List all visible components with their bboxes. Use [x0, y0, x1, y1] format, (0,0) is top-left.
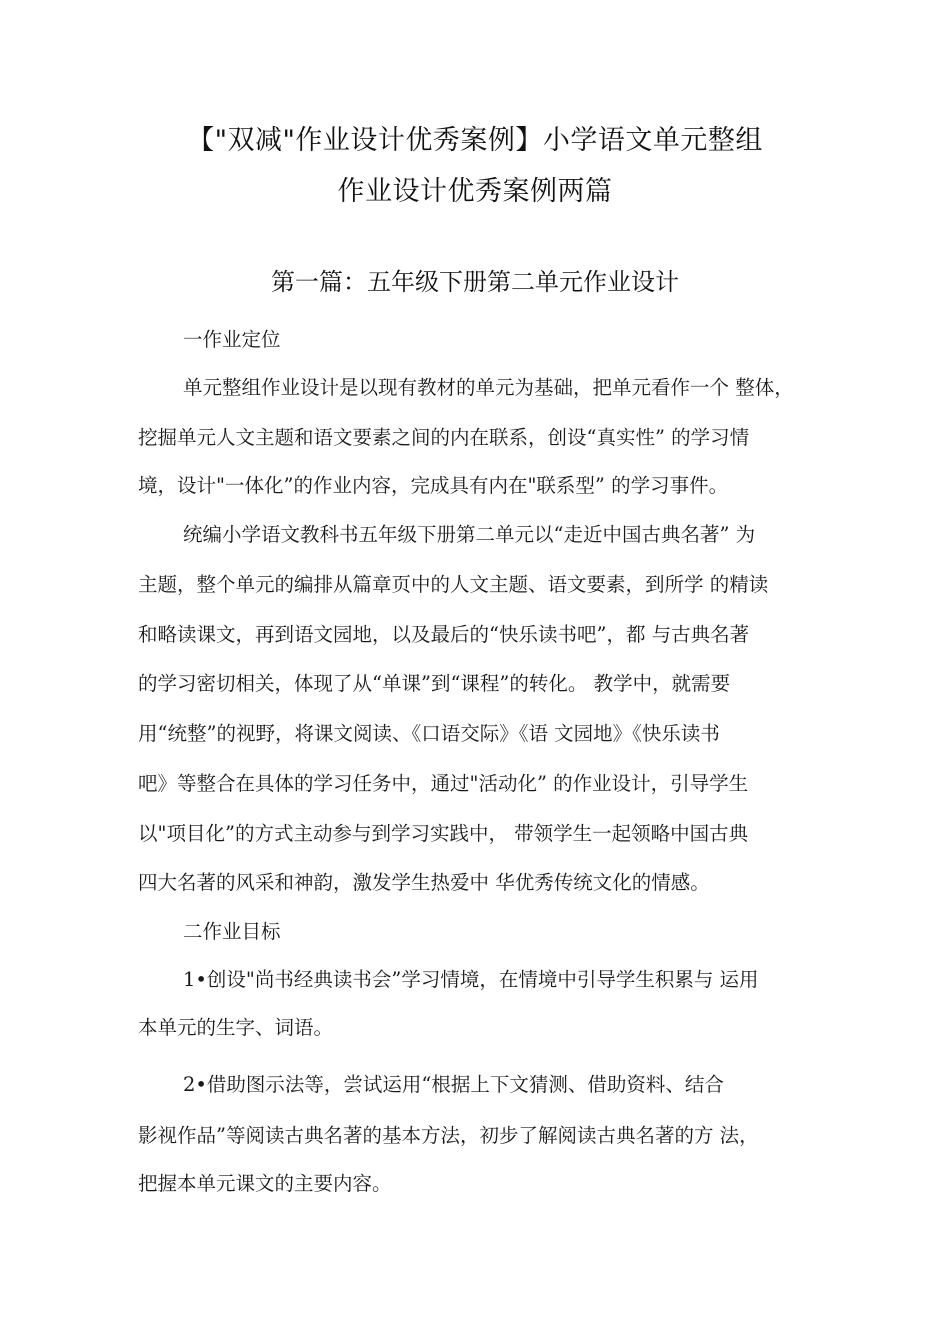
para1-line: 境，设计"一体化”的作业内容，完成具有内在"联系型” 的学习事件。 — [138, 474, 729, 497]
para2-line: 用“统整”的视野，将课文阅读、《口语交际》《语 文园地》《快乐读书 — [138, 722, 720, 745]
goal2-line: 2•借助图示法等，尝试运用“根据上下文猜测、借助资料、结合 — [183, 1073, 724, 1096]
para2-line: 四大名著的风采和神韵，激发学生热爱中 华优秀传统文化的情感。 — [138, 871, 710, 894]
para1-line: 单元整组作业设计是以现有教材的单元为基础，把单元看作一个 整体， — [183, 376, 794, 399]
para2-line: 主题，整个单元的编排从篇章页中的人文主题、语文要素，到所学 的精读 — [138, 573, 769, 596]
para2-line: 吧》等整合在具体的学习任务中，通过"活动化” 的作业设计，引导学生 — [138, 772, 749, 795]
para2-line: 的学习密切相关，体现了从“单课”到“课程”的转化。 教学中，就需要 — [138, 672, 731, 695]
document-title-line-2: 作业设计优秀案例两篇 — [337, 176, 613, 207]
heading-positioning: 一作业定位 — [183, 328, 281, 351]
goal1-line: 1•创设"尚书经典读书会”学习情境，在情境中引导学生积累与 运用 — [183, 968, 759, 991]
para1-line: 挖掘单元人文主题和语文要素之间的内在联系，创设“真实性” 的学习情 — [138, 426, 750, 449]
para2-line: 和略读课文，再到语文园地，以及最后的“快乐读书吧”，都 与古典名著 — [138, 623, 750, 646]
goal1-line: 本单元的生字、词语。 — [138, 1016, 334, 1039]
heading-goals: 二作业目标 — [183, 920, 281, 943]
section-title: 第一篇：五年级下册第二单元作业设计 — [271, 268, 679, 296]
para2-line: 统编小学语文教科书五年级下册第二单元以“走近中国古典名著” 为 — [183, 523, 756, 546]
goal2-line: 影视作品”等阅读古典名著的基本方法，初步了解阅读古典名著的方 法， — [138, 1124, 759, 1147]
goal2-line: 把握本单元课文的主要内容。 — [138, 1172, 392, 1195]
para2-line: 以"项目化”的方式主动参与到学习实践中， 带领学生一起领略中国古典 — [138, 822, 749, 845]
document-title-line-1: 【"双减"作业设计优秀案例】小学语文单元整组 — [187, 125, 763, 156]
